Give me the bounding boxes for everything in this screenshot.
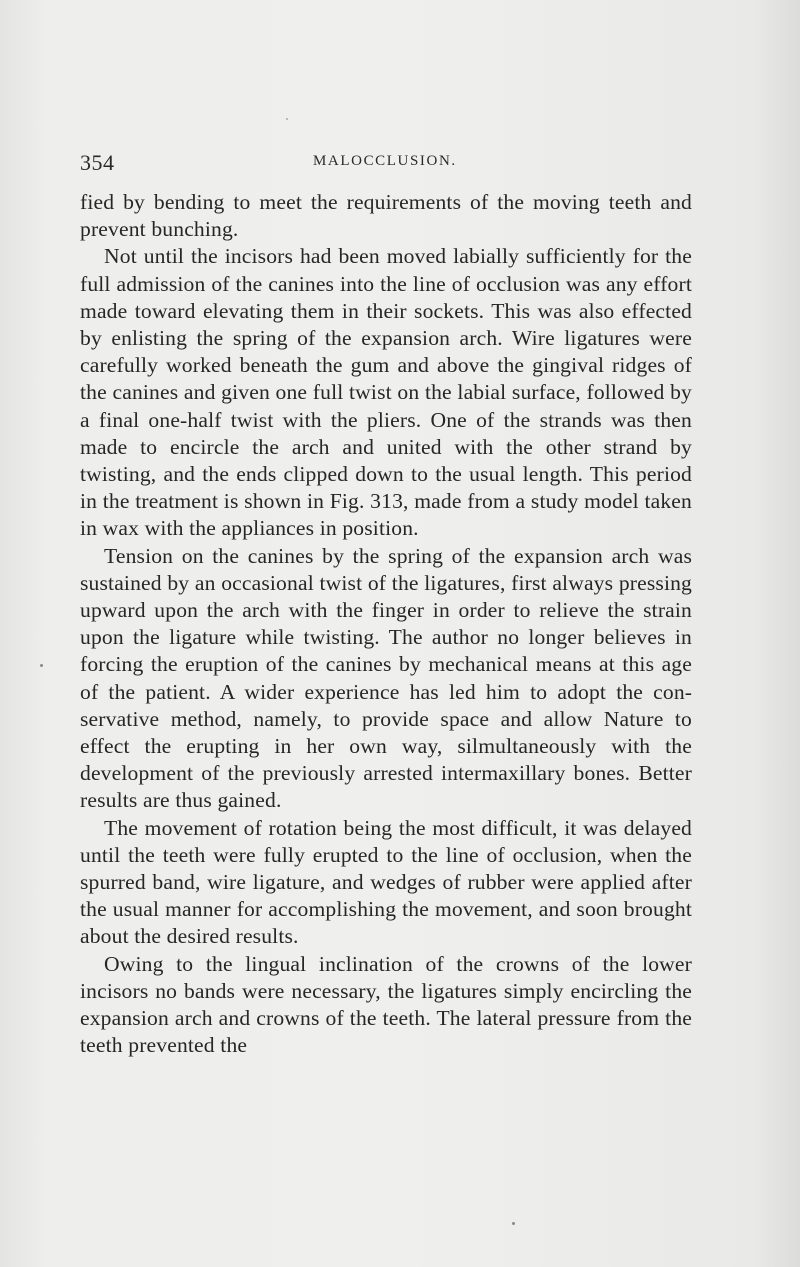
running-title: MALOCCLUSION. — [313, 153, 457, 169]
paper-speck — [512, 1222, 515, 1225]
paragraph: Owing to the lingual inclination of the crowns of the lower incisors no bands were necessary, the ligatures simply encircling the expansion arch and crowns of the teeth. The lateral pressure from the teeth prevented the — [80, 951, 692, 1058]
paragraph: Not until the incisors had been moved labially sufficiently for the full admission of the canines into the line of occlusion was any effort made toward elevating them in their sockets. This was also effected by enlisting the spring of the expansion arch. Wire ligatures were carefully worked beneath the gum and above the gingival ridges of the canines and given one full twist on the labial surface, followed by a final one-half twist with the pliers. One of the strands was then made to encircle the arch and united with the other strand by twisting, and the ends clipped down to the usual length. This period in the treatment is shown in Fig. 313, made from a study model taken in wax with the appliances in position. — [80, 244, 692, 541]
paragraph: Tension on the canines by the spring of the expansion arch was sustained by an occasional twist of the ligatures, first always pressing upward upon the arch with the finger in order to relieve the strain upon the ligature while twisting. The author no longer believes in forcing the eruption of the canines by mechanical means at this age of the patient. A wider experience has led him to adopt the conservative method, namely, to provide space and allow Nature to effect the erupting in her own way, silmultaneously with the development of the previously arrested intermaxillary bones. Better results are thus gained. — [80, 543, 692, 813]
page-header — [80, 150, 696, 180]
paper-speck — [286, 118, 288, 120]
paragraph: The movement of rotation being the most difficult, it was delayed until the teeth were fully erupted to the line of occlusion, when the spurred band, wire ligature, and wedges of rubber were applied after the usual manner for accomplishing the movement, and soon brought about the desired results. — [80, 815, 692, 949]
page-number: 354 — [80, 150, 115, 175]
paper-speck — [40, 664, 43, 667]
paragraph-continued: fied by bending to meet the requirements of the moving teeth and prevent bunching. — [80, 190, 692, 242]
body-text — [80, 189, 692, 1060]
